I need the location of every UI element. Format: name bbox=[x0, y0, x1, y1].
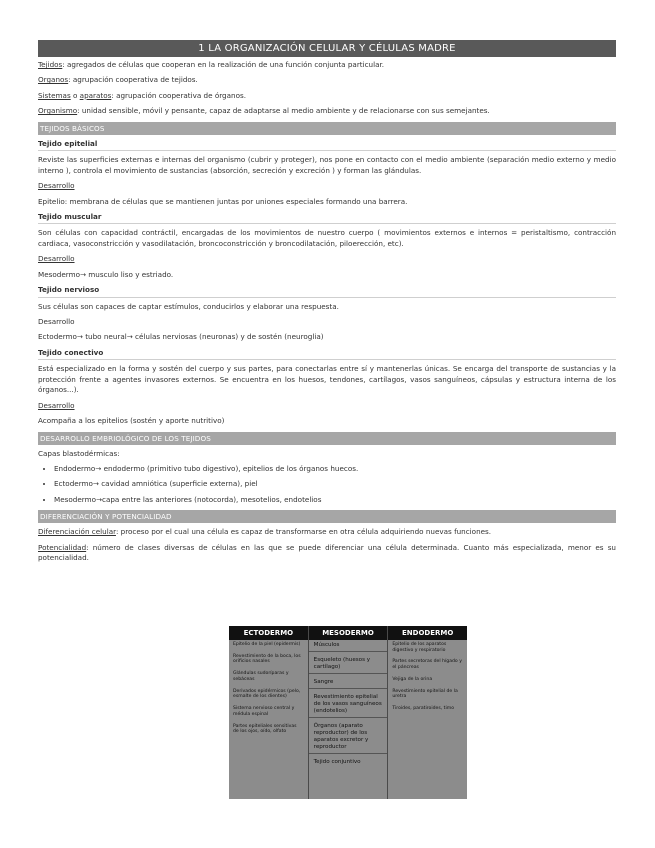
heading-tejido-conectivo: Tejido conectivo bbox=[38, 348, 616, 360]
page-title: 1 LA ORGANIZACIÓN CELULAR Y CÉLULAS MADRE bbox=[38, 40, 616, 57]
table-cell: Epitelio de la piel (epidermis) bbox=[233, 642, 301, 647]
conectivo-text: Está especializado en la forma y sostén del cuerpo y sus partes, para conectarlas entre sí y mantenerlas únicas. Se encarga del transporte de sustancias y la protección frente a agentes invasores externos. Se encuentra en los huesos, tendones, cartílagos, vasos sanguíneos, cápsulas y estructura interna de los órganos...). bbox=[38, 364, 616, 395]
def-organismo-text: : unidad sensible, móvil y pensante, capaz de adaptarse al medio ambiente y de relacionarse con sus semejantes. bbox=[77, 106, 490, 116]
table-cell: Revestimiento de la boca, los orificios nasales bbox=[233, 653, 301, 665]
column-ectodermo bbox=[229, 626, 309, 799]
heading-tejido-epitelial: Tejido epitelial bbox=[38, 139, 616, 151]
table-cell: Partes secretoras del hígado y el páncreas bbox=[392, 659, 462, 671]
capas-list bbox=[38, 464, 616, 505]
muscular-desarrollo-label: Desarrollo bbox=[38, 254, 75, 264]
table-cell: Tiroides, paratiroides, timo bbox=[392, 706, 455, 712]
def-potencialidad bbox=[38, 543, 616, 564]
def-sistemas bbox=[38, 91, 616, 101]
epitelial-text: Reviste las superficies externas e internas del organismo (cubrir y proteger), nos pone en contacto con el medio ambiente (separación medio externo y medio interno ), controla el movimiento de sustancias (absorción, secreción y excreción ) y forman las glándulas. bbox=[38, 155, 616, 175]
term-diferenciacion: Diferenciación celular bbox=[38, 527, 116, 537]
table-cell: Derivados epidérmicos (pelo, esmalte de los dientes) bbox=[233, 688, 301, 700]
list-item: • Endodermo→ endodermo (primitivo tubo digestivo), epitelios de los órganos huecos. bbox=[54, 464, 616, 474]
heading-tejido-muscular: Tejido muscular bbox=[38, 212, 616, 224]
section-desarrollo-embriologico: DESARROLLO EMBRIOLÓGICO DE LOS TEJIDOS bbox=[38, 432, 616, 445]
table-cell: Revestimiento epitelial de la uretra bbox=[392, 688, 458, 700]
term-organos: Organos bbox=[38, 75, 69, 85]
table-cell: Partes epiteliales sensitivas de los ojos, oído, olfato bbox=[233, 723, 297, 735]
conectivo-desarrollo-text: Acompaña a los epitelios (sostén y aporte nutritivo) bbox=[38, 416, 225, 426]
def-sistemas-mid: o bbox=[70, 90, 80, 100]
capas-intro: Capas blastodérmicas: bbox=[38, 448, 120, 458]
table-cell: Vejiga de la orina bbox=[392, 676, 433, 682]
table-cell: Tejido conjuntivo bbox=[313, 758, 361, 765]
table-cell: Sangre bbox=[309, 677, 388, 689]
header-ectodermo: ECTODERMO bbox=[229, 626, 308, 640]
def-tejidos bbox=[38, 60, 616, 70]
def-organos bbox=[38, 75, 616, 85]
def-organismo bbox=[38, 106, 616, 116]
nervioso-desarrollo-label: Desarrollo bbox=[38, 317, 75, 326]
section-tejidos-basicos: TEJIDOS BÁSICOS bbox=[38, 122, 616, 135]
def-tejidos-text: : agregados de células que cooperan en la realización de una función conjunta particular. bbox=[62, 60, 385, 69]
list-item: • Ectodermo→ cavidad amniótica (superficie externa), piel bbox=[54, 479, 616, 489]
table-cell: Epitelio de los aparatos digestivo y respiratorio bbox=[392, 642, 447, 653]
def-diferenciacion-text: : proceso por el cual una célula es capaz de transformarse en otra célula adquiriendo nuevas funciones. bbox=[115, 527, 492, 537]
nervioso-desarrollo-text: Ectodermo→ tubo neural→ células nerviosas (neuronas) y de sostén (neuroglia) bbox=[38, 332, 324, 342]
header-endodermo: ENDODERMO bbox=[388, 626, 467, 640]
list-item: • Mesodermo→capa entre las anteriores (notocorda), mesotelios, endotelios bbox=[54, 495, 616, 505]
conectivo-desarrollo-label: Desarrollo bbox=[38, 400, 75, 410]
def-sistemas-text: : agrupación cooperativa de órganos. bbox=[111, 90, 247, 100]
table-cell: Glándulas sudoríparas y sebáceas bbox=[233, 671, 289, 682]
def-potencialidad-text: : número de clases diversas de células en las que se puede diferenciar una célula determinada. Cuanto más especializada, menor es su potencialidad. bbox=[38, 542, 616, 563]
germ-layers-table bbox=[229, 626, 467, 799]
epitelial-desarrollo-text: Epitelio: membrana de células que se mantienen juntas por uniones especiales formando una barrera. bbox=[38, 196, 408, 206]
table-cell: Esqueleto (huesos y cartílago) bbox=[309, 655, 388, 674]
column-endodermo bbox=[388, 626, 467, 799]
muscular-desarrollo-text: Mesodermo→ musculo liso y estriado. bbox=[38, 269, 174, 279]
term-aparatos: aparatos bbox=[79, 90, 112, 100]
table-cell: Músculos bbox=[309, 640, 388, 652]
term-sistemas: Sistemas bbox=[38, 90, 71, 100]
def-organos-text: : agrupación cooperativa de tejidos. bbox=[68, 75, 198, 85]
heading-tejido-nervioso: Tejido nervioso bbox=[38, 285, 616, 297]
epitelial-desarrollo-label: Desarrollo bbox=[38, 181, 75, 191]
nervioso-text: Sus células son capaces de captar estímulos, conducirlos y elaborar una respuesta. bbox=[38, 301, 339, 311]
table-cell: Revestimiento epitelial de los vasos sanguíneos (endotelios) bbox=[309, 692, 388, 718]
header-mesodermo: MESODERMO bbox=[309, 626, 388, 640]
section-diferenciacion: DIFERENCIACIÓN Y POTENCIALIDAD bbox=[38, 510, 616, 523]
muscular-text: Son células con capacidad contráctil, encargadas de los movimientos de nuestro cuerpo ( movimientos externos e internos = peristaltismo, contracción cardiaca, vasoconstricción y vasodilatación, broncoconstricción y broncodilatación, piloerección, etc). bbox=[38, 228, 616, 248]
document-content bbox=[38, 40, 616, 569]
column-mesodermo bbox=[309, 626, 389, 799]
table-cell: Órganos (aparato reproductor) de los aparatos excretor y reproductor bbox=[309, 721, 388, 754]
term-organismo: Organismo bbox=[38, 106, 78, 116]
def-diferenciacion bbox=[38, 527, 616, 537]
term-tejidos: Tejidos bbox=[38, 60, 63, 69]
table-cell: Sistema nervioso central y médula espinal bbox=[233, 706, 295, 717]
term-potencialidad: Potencialidad bbox=[38, 542, 87, 552]
